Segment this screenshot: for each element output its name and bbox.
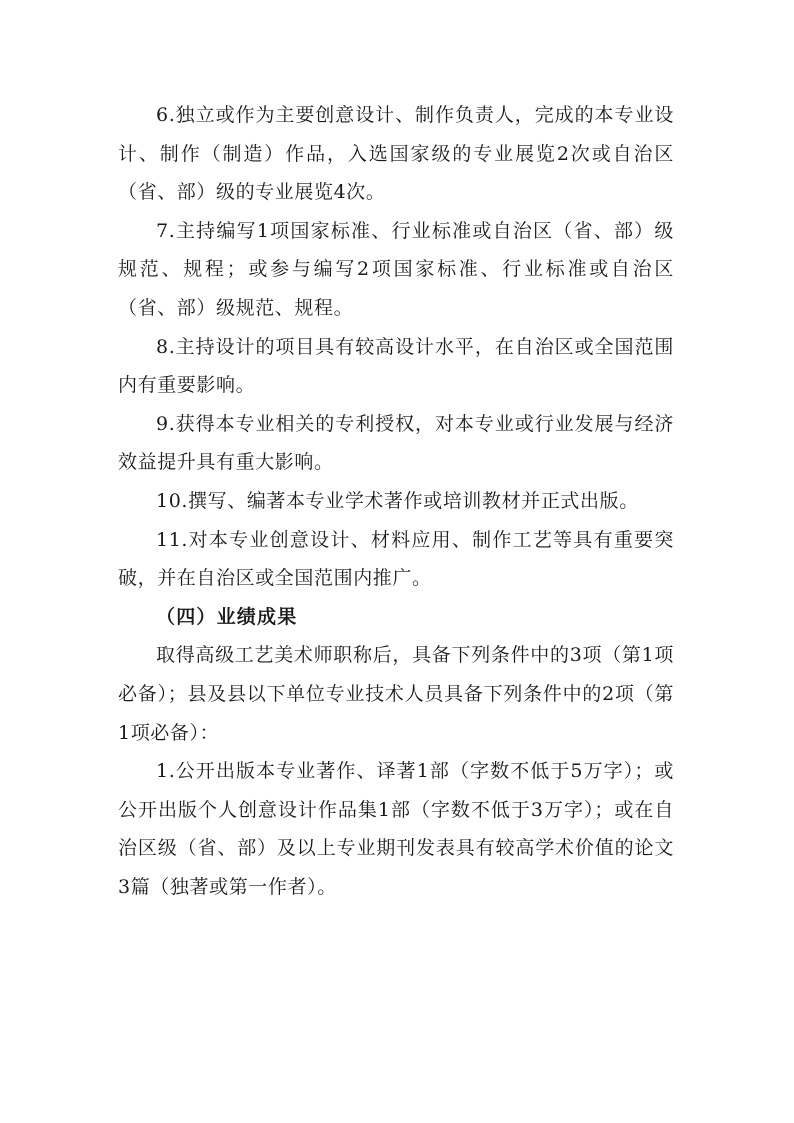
paragraph-item-6: 6.独立或作为主要创意设计、制作负责人，完成的本专业设计、制作（制造）作品，入选国家级的专业展览2次或自治区（省、部）级的专业展览4次。 — [118, 104, 674, 204]
paragraph-item-11: 11.对本专业创意设计、材料应用、制作工艺等具有重要突破，并在自治区或全国范围内推广。 — [118, 528, 674, 590]
paragraph-item-7: 7.主持编写1项国家标准、行业标准或自治区（省、部）级规范、规程；或参与编写2项国家标准、行业标准或自治区（省、部）级规范、规程。 — [118, 219, 674, 319]
paragraph-item-9: 9.获得本专业相关的专利授权，对本专业或行业发展与经济效益提升具有重大影响。 — [118, 412, 674, 474]
section-heading: （四）业绩成果 — [156, 605, 298, 628]
section-intro-paragraph: 取得高级工艺美术师职称后，具备下列条件中的3项（第1项必备）；县及县以下单位专业技术人员具备下列条件中的2项（第1项必备）： — [118, 644, 674, 744]
document-body — [118, 96, 674, 906]
paragraph-item-8: 8.主持设计的项目具有较高设计水平，在自治区或全国范围内有重要影响。 — [118, 335, 674, 397]
achievement-item-1: 1.公开出版本专业著作、译著1部（字数不低于5万字）；或公开出版个人创意设计作品集1部（字数不低于3万字）；或在自治区级（省、部）及以上专业期刊发表具有较高学术价值的论文3篇（独著或第一作者）。 — [118, 760, 674, 898]
paragraph-item-10: 10.撰写、编著本专业学术著作或培训教材并正式出版。 — [156, 489, 639, 512]
